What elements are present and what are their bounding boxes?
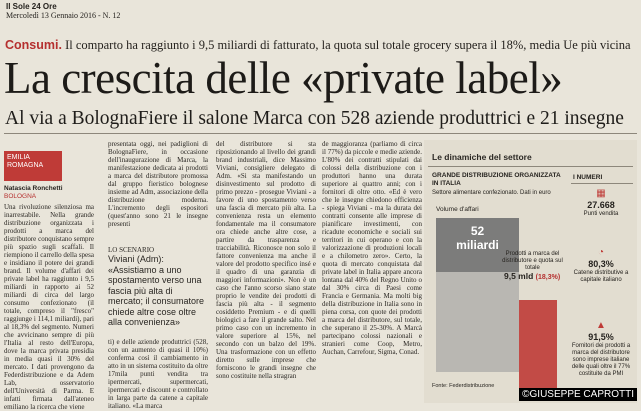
- kicker-lead: Consumi.: [5, 38, 62, 52]
- private-label-value: [504, 271, 560, 281]
- infographic-source: Fonte: Federdistribuzione: [432, 383, 495, 389]
- watermark: ©GIUSEPPE CAPROTTI: [519, 388, 637, 401]
- stat-suppliers: [566, 320, 636, 378]
- byline: [4, 185, 63, 200]
- subhead: Al via a BolognaFiere il salone Marca con 528 aziende produttrici e 21 insegne: [5, 108, 624, 129]
- masthead: [6, 2, 120, 20]
- gdo-subtitle: Settore alimentare confezionato. Dati in euro: [432, 190, 551, 196]
- author: Natascia Ronchetti: [4, 185, 63, 192]
- gdo-title: GRANDE DISTRIBUZIONE ORGANIZZATA IN ITALIA: [432, 172, 561, 187]
- kicker-text: Il comparto ha raggiunto i 9,5 miliardi di fatturato, la quota sul totale grocery supera il 18%, media Ue più vicina: [65, 38, 631, 52]
- masthead-issue: Mercoledì 13 Gennaio 2016 - N. 12: [6, 11, 121, 20]
- header-divider: [4, 133, 637, 134]
- private-label-label: Prodotti a marca del distributore e quota sul totale: [502, 251, 563, 271]
- volume-value: 52: [470, 224, 485, 238]
- stat-label: Catene distributive a capitale italiano: [573, 270, 629, 283]
- article-column-2b: ti) e delle aziende produttrici (528, con un aumento di quasi il 10%) conferma così il cambiamento in atto in un sistema costituito da oltre 17mila punti vendita tra ipermercati, supermercati, ipermercati e discount e controllato in larga parte da catene a capitale italiano. «La marca: [108, 338, 208, 410]
- private-label-bar: [519, 300, 557, 390]
- article-column-3: del distributore si sta riposizionando al livello dei grandi brand industriali, dice Massimo Viviani, consigliere delegato di Adm. «Si sta manifestando un disinvestimento sul prodotto di primo prezzo - prosegue Viviani - a favore di uno spostamento verso una fascia di mercato più alta. La convenienza resta un elemento fondamentale ma il consumatore ora chiede anche altre cose, a partire da trasparenza e tracciabilità. Riconosce non solo il fattore convenienza ma anche il valore del prodotto specifico insé e il quadro di una garanzia di maggiori informazioni». Non è un caso che l'anno scorso siano state proprio le vendite dei prodotti di fascia più alta - il segmento cosiddetto Premium - e di quelli biologici a fare il grande salto. Nel primo caso con un incremento in valore superiore al 15%, nel secondo con un balzo del 19%. Una trasformazione con un effetto diretto sulle imprese che forniscono le grandi insegne che sono costituite nella stragran: [216, 140, 316, 380]
- store-icon: ▦: [596, 188, 606, 199]
- pull-quote: [108, 246, 208, 330]
- numbers-title: I NUMERI: [573, 174, 603, 181]
- infographic-title: Le dinamiche del settore: [432, 152, 532, 162]
- section-label: LO SCENARIO: [108, 246, 155, 254]
- stat-stores: [566, 188, 636, 218]
- pie-icon: ◔: [597, 247, 605, 258]
- factory-icon: ▲: [596, 320, 606, 331]
- infographic-divider: [428, 166, 633, 167]
- stat-value: 91,5%: [588, 332, 614, 342]
- article-column-1: Una rivoluzione silenziosa ma inarrestabile. Nella grande distribuzione organizzata i prodotti a marca del distributore conquistano sempre più spazio sugli scaffali. Il riempiono il carrello della spesa e insidiano il potere dei grandi brand. Il volume d'affari dei private label ha raggiunto i 9,5 miliardi in rapporto ai 52 miliardi di circa del largo consumo confezionato (il totale, compreso il "fresco" raggiunge i 114,1 miliardi), pari al 18,3% del segmento. Numeri che avvicinano sempre di più l'Italia al resto dell'Europa, dove la marca privata presidia in media quasi il 30% del mercato. I dati provengono da Federdistribuzione e da Adem Lab, osservatorio dell'Università di Parma. E infatti firmata dall'ateneo emiliano la ricerca che viene: [4, 203, 94, 411]
- private-label-amount: 9,5 mld: [504, 271, 534, 281]
- quote-text: Viviani (Adm): «Assistiamo a uno spostamento verso una fascia più alta di mercato; il consumatore chiede altre cose oltre alla convenienza»: [108, 254, 205, 327]
- stat-value: 27.668: [587, 200, 615, 210]
- stat-label: Fornitori dei prodotti a marca del distributore sono imprese italiane delle quali oltre il 77% costituite da PMI: [571, 343, 631, 377]
- article-column-2: presentata oggi, nei padiglioni di BolognaFiere, in occasione dell'inaugurazione di Marca, la manifestazione dedicata ai prodotti a marca del distributore promossa dal gruppo fieristico bolognese insieme ad Adm, associazione della distribuzione moderna. L'incremento degli espositori (quest'anno sono 21 le insegne presenti: [108, 140, 208, 228]
- kicker: [5, 38, 637, 53]
- stat-chains: [566, 247, 636, 284]
- stat-value: 80,3%: [588, 259, 614, 269]
- dateline-city: BOLOGNA: [4, 192, 37, 200]
- numbers-divider: [571, 183, 633, 184]
- masthead-name: Il Sole 24 Ore: [6, 2, 57, 11]
- private-label-share: (18,3%): [535, 274, 561, 281]
- total-bar: [436, 272, 519, 372]
- volume-unit: miliardi: [456, 238, 499, 252]
- article-column-4: de maggioranza (parliamo di circa il 77%) da piccole e medie aziende. L'80% dei contratti stipulati dai colossi della distribuzione con i produttori hanno una durata superiore ai quattro anni; con i fornitori di oltre otto. «Ed è vero che le insegne chiedono efficienza - spiega Viviani - ma la durata dei contratti consente alle imprese di pianificare investimenti, con ricadute economiche e sociali sui territori in cui operano e con la valorizzazione di produzioni locali e a chilometro zero». Certo, la quota di mercato conquistata dal private label in Italia appare ancora lontana dal 40% del Regno Unito o dal 30% circa di Paesi come Francia e Germania. Ma molti big della distribuzione in Italia sono in piena corsa, con quote dei prodotti a marca del distributore, sul totale, che superano il 25-30%. A Marcà partecipano colossi nazionali e stranieri come Coop, Metro, Auchan, Carrefour, Sigma, Conad.: [322, 140, 422, 356]
- headline: La crescita delle «private label»: [4, 53, 563, 103]
- region-tag: EMILIA ROMAGNA: [4, 151, 62, 181]
- stat-label: Punti vendita: [583, 211, 619, 217]
- volume-label: Volume d'affari: [436, 206, 479, 213]
